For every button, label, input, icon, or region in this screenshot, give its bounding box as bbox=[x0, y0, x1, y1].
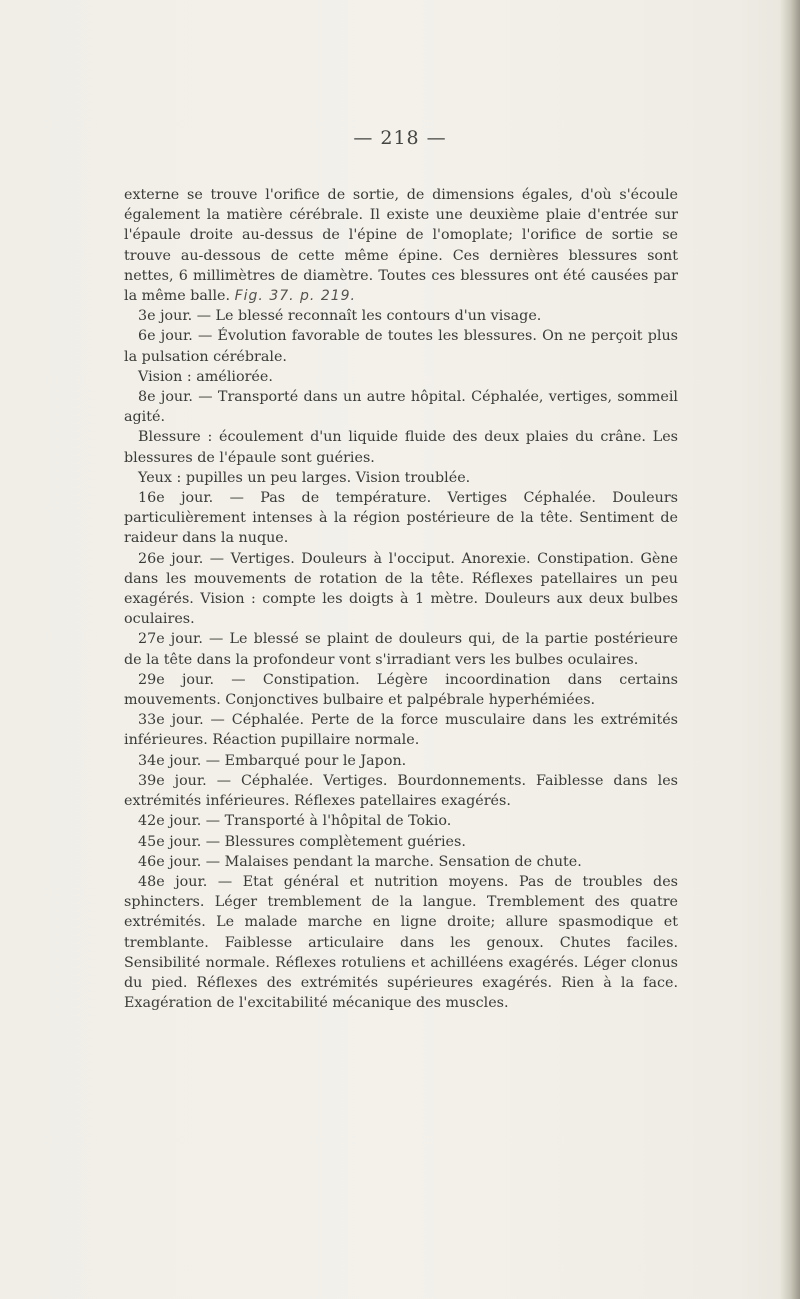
paragraph: 29e jour. — Constipation. Légère incoordination dans certains mouvements. Conjonctives bulbaire et palpébrale hyperhémiées. bbox=[124, 671, 678, 709]
page-number: — 218 — bbox=[353, 127, 447, 149]
page-edge-shadow bbox=[780, 0, 800, 1299]
paragraph: 39e jour. — Céphalée. Vertiges. Bourdonnements. Faiblesse dans les extrémités inférieures. Réflexes patellaires exagérés. bbox=[124, 772, 678, 810]
handwritten-annotation: Fig. 37. p. 219. bbox=[234, 288, 356, 305]
paragraph: Blessure : écoulement d'un liquide fluide des deux plaies du crâne. Les blessures de l'épaule sont guéries. bbox=[124, 429, 678, 466]
paragraph: 27e jour. — Le blessé se plaint de douleurs qui, de la partie postérieure de la tête dans la profondeur vont s'irradiant vers les bulbes oculaires. bbox=[124, 631, 678, 668]
paragraph: 33e jour. — Céphalée. Perte de la force musculaire dans les extrémités inférieures. Réaction pupillaire normale. bbox=[124, 712, 678, 749]
paragraph: 42e jour. — Transporté à l'hôpital de Tokio. bbox=[138, 813, 452, 830]
paragraph: 45e jour. — Blessures complètement guéries. bbox=[138, 833, 466, 850]
paragraph: 6e jour. — Évolution favorable de toutes les blessures. On ne perçoit plus la pulsation cérébrale. bbox=[124, 328, 678, 365]
paragraph: Yeux : pupilles un peu larges. Vision troublée. bbox=[138, 469, 471, 486]
paragraph: Vision : améliorée. bbox=[138, 368, 273, 385]
body-text bbox=[124, 185, 678, 1013]
paragraph-text: externe se trouve l'orifice de sortie, de dimensions égales, d'où s'écoule également la matière cérébrale. Il existe une deuxième plaie d'entrée sur l'épaule droite au-dessus de l'épine de l'omoplate; l'orifice de sortie se trouve au-dessous de cette même épine. Ces dernières blessures sont nettes, 6 millimètres de diamètre. Toutes ces blessures ont été causées par la même balle. bbox=[124, 187, 678, 305]
paragraph: 3e jour. — Le blessé reconnaît les contours d'un visage. bbox=[138, 308, 542, 325]
paragraph: 48e jour. — Etat général et nutrition moyens. Pas de troubles des sphincters. Léger tremblement de la langue. Tremblement des quatre extrémités. Le malade marche en ligne droite; allure spasmodique et tremblante. Faiblesse articulaire dans les genoux. Chutes faciles. Sensibilité normale. Réflexes rotuliens et achilléens exagérés. Léger clonus du pied. Réflexes des extrémités supérieures exagérés. Rien à la face. Exagération de l'excitabilité mécanique des muscles. bbox=[124, 873, 678, 1012]
paragraph: 26e jour. — Vertiges. Douleurs à l'occiput. Anorexie. Constipation. Gène dans les mouvements de rotation de la tête. Réflexes patellaires un peu exagérés. Vision : compte les doigts à 1 mètre. Douleurs aux deux bulbes oculaires. bbox=[124, 550, 678, 628]
paragraph bbox=[124, 185, 678, 306]
paragraph: 34e jour. — Embarqué pour le Japon. bbox=[138, 752, 407, 769]
paragraph: 8e jour. — Transporté dans un autre hôpital. Céphalée, vertiges, sommeil agité. bbox=[124, 389, 678, 426]
paragraph: 46e jour. — Malaises pendant la marche. Sensation de chute. bbox=[138, 853, 582, 870]
paragraph: 16e jour. — Pas de température. Vertiges Céphalée. Douleurs particulièrement intenses à la région postérieure de la tête. Sentiment de raideur dans la nuque. bbox=[124, 490, 678, 547]
